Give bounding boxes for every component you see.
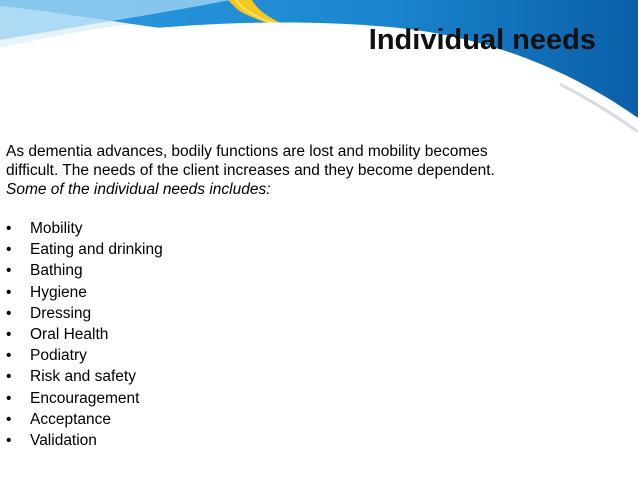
- list-item-label: Encouragement: [30, 389, 140, 407]
- bullet-icon: •: [6, 389, 12, 407]
- list-item: [6, 388, 163, 409]
- bullet-icon: •: [6, 262, 12, 280]
- needs-list: [6, 218, 163, 451]
- list-item: [6, 218, 163, 239]
- bullet-icon: •: [6, 368, 12, 386]
- list-item-label: Podiatry: [30, 347, 87, 365]
- bullet-icon: •: [6, 326, 12, 344]
- list-item-label: Acceptance: [30, 410, 111, 428]
- list-item: [6, 282, 163, 303]
- list-item-label: Oral Health: [30, 326, 109, 344]
- list-item: [6, 239, 163, 260]
- list-item-label: Validation: [30, 432, 97, 450]
- list-item-label: Bathing: [30, 262, 83, 280]
- list-item: [6, 260, 163, 281]
- list-item: [6, 345, 163, 366]
- list-item-label: Hygiene: [30, 283, 87, 301]
- header-wave-decoration: [0, 0, 638, 140]
- slide-title: Individual needs: [368, 24, 596, 56]
- list-item-label: Risk and safety: [30, 368, 136, 386]
- bullet-icon: •: [6, 410, 12, 428]
- bullet-icon: •: [6, 304, 12, 322]
- bullet-icon: •: [6, 220, 12, 237]
- list-item: [6, 324, 163, 345]
- list-item-label: Eating and drinking: [30, 241, 163, 259]
- list-item: [6, 409, 163, 430]
- list-item-label: Dressing: [30, 304, 92, 322]
- bullet-icon: •: [6, 283, 12, 301]
- list-item: [6, 366, 163, 387]
- list-item-label: Mobility: [30, 220, 83, 237]
- list-item: [6, 303, 163, 324]
- bullet-icon: •: [6, 347, 12, 365]
- list-item: [6, 430, 163, 451]
- intro-line: As dementia advances, bodily functions are lost and mobility becomes: [6, 143, 488, 160]
- intro-line: difficult. The needs of the client increases and they become dependent.: [6, 162, 495, 179]
- intro-paragraph: [6, 142, 632, 199]
- bullet-icon: •: [6, 432, 12, 450]
- bullet-icon: •: [6, 241, 12, 259]
- intro-line-italic: Some of the individual needs includes:: [6, 181, 271, 198]
